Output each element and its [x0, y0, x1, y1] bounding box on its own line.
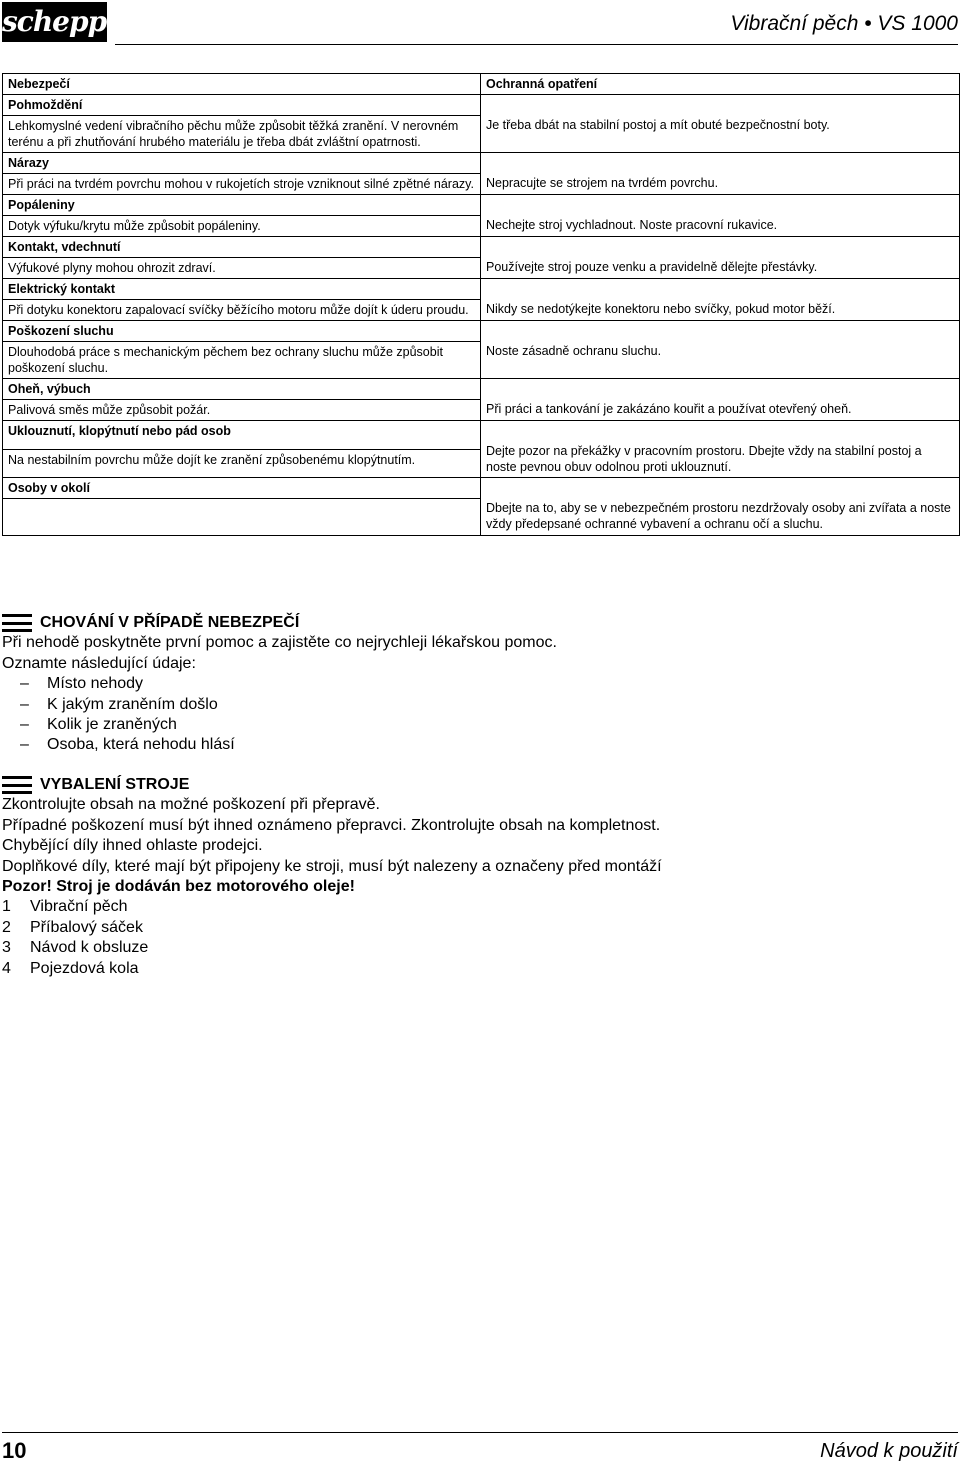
- emergency-heading: [2, 613, 942, 633]
- hazard-title-row: [3, 379, 960, 400]
- hazard-title-row: [3, 195, 960, 216]
- footer-divider: [2, 1432, 958, 1433]
- unpacking-heading: [2, 775, 942, 795]
- hazard-title: Elektrický kontakt: [3, 279, 481, 300]
- hazard-description: Výfukové plyny mohou ohrozit zdraví.: [3, 258, 481, 279]
- list-item: 1 Vibrační pěch: [2, 898, 128, 916]
- hazard-title-row: [3, 95, 960, 116]
- hazard-table: [2, 73, 960, 536]
- hazard-title: Nárazy: [3, 153, 481, 174]
- column-header-measures: Ochranná opatření: [481, 74, 960, 95]
- footer-title: Návod k použití: [820, 1440, 958, 1462]
- hazard-title: Pohmoždění: [3, 95, 481, 116]
- hazard-description: Dotyk výfuku/krytu může způsobit popáleniny.: [3, 216, 481, 237]
- hazard-title-row: [3, 421, 960, 450]
- hazard-title: Osoby v okolí: [3, 478, 481, 499]
- hazard-title: Kontakt, vdechnutí: [3, 237, 481, 258]
- table-header-row: [3, 74, 960, 95]
- page-number: 10: [2, 1438, 27, 1463]
- unpacking-line-1: Zkontrolujte obsah na možné poškození při přepravě.: [2, 796, 380, 814]
- list-item: 2 Příbalový sáček: [2, 918, 143, 936]
- unpacking-line-2: Případné poškození musí být ihned oznámeno přepravci. Zkontrolujte obsah na kompletnost.: [2, 816, 661, 834]
- emergency-list: [2, 674, 942, 756]
- protective-measure: Nikdy se nedotýkejte konektoru nebo svíčky, pokud motor běží.: [481, 279, 960, 321]
- list-item: 4 Pojezdová kola: [2, 959, 139, 977]
- hazard-title-row: [3, 153, 960, 174]
- hazard-title-row: [3, 478, 960, 499]
- unpacking-line-3: Chybějící díly ihned ohlaste prodejci.: [2, 837, 263, 855]
- emergency-line-2: Oznamte následující údaje:: [2, 654, 196, 672]
- emergency-section: [2, 613, 942, 756]
- hazard-description: [3, 499, 481, 536]
- document-title: Vibrační pěch • VS 1000: [730, 12, 958, 35]
- protective-measure: Noste zásadně ochranu sluchu.: [481, 321, 960, 379]
- brand-logo: scheppach: [2, 2, 107, 42]
- oil-warning: Pozor! Stroj je dodáván bez motorového oleje!: [2, 878, 355, 896]
- emergency-line-1: Při nehodě poskytněte první pomoc a zajistěte co nejrychleji lékařskou pomoc.: [2, 634, 557, 652]
- unpacking-heading-text: VYBALENÍ STROJE: [40, 776, 190, 793]
- menu-lines-icon: [2, 614, 32, 632]
- protective-measure: Při práci a tankování je zakázáno kouřit a používat otevřený oheň.: [481, 379, 960, 421]
- list-item: – Osoba, která nehodu hlásí: [20, 736, 235, 754]
- column-header-hazard: Nebezpečí: [3, 74, 481, 95]
- hazard-title: Uklouznutí, klopýtnutí nebo pád osob: [3, 421, 481, 450]
- list-item: – Kolik je zraněných: [20, 716, 177, 734]
- list-item: – Místo nehody: [20, 675, 144, 693]
- protective-measure: Dejte pozor na překážky v pracovním prostoru. Dbejte vždy na stabilní postoj a noste pevnou obuv odolnou proti uklouznutí.: [481, 421, 960, 478]
- unpacking-line-4: Doplňkové díly, které mají být připojeny ke stroji, musí být nalezeny a označeny před montáží: [2, 857, 662, 875]
- protective-measure: Používejte stroj pouze venku a pravidelně dělejte přestávky.: [481, 237, 960, 279]
- hazard-title-row: [3, 279, 960, 300]
- unpacking-section: [2, 775, 942, 979]
- protective-measure: Nepracujte se strojem na tvrdém povrchu.: [481, 153, 960, 195]
- emergency-heading-text: CHOVÁNÍ V PŘÍPADĚ NEBEZPEČÍ: [40, 614, 300, 631]
- hazard-description: Při práci na tvrdém povrchu mohou v rukojetích stroje vzniknout silné zpětné nárazy.: [3, 174, 481, 195]
- hazard-title: Oheň, výbuch: [3, 379, 481, 400]
- header-divider: [115, 44, 958, 45]
- hazard-description: Při dotyku konektoru zapalovací svíčky běžícího motoru může dojít k úderu proudu.: [3, 300, 481, 321]
- hazard-title-row: [3, 321, 960, 342]
- list-item: 3 Návod k obsluze: [2, 939, 149, 957]
- contents-list: [2, 897, 942, 979]
- hazard-title: Popáleniny: [3, 195, 481, 216]
- hazard-description: Lehkomyslné vedení vibračního pěchu může způsobit těžká zranění. V nerovném terénu a při zhutňování hrubého materiálu je třeba dbát zvláštní opatrnosti.: [3, 116, 481, 153]
- hazard-description: Palivová směs může způsobit požár.: [3, 400, 481, 421]
- hazard-description: Na nestabilním povrchu může dojít ke zranění způsobenému klopýtnutím.: [3, 449, 481, 478]
- protective-measure: Dbejte na to, aby se v nebezpečném prostoru nezdržovaly osoby ani zvířata a noste vždy předepsané ochranné vybavení a ochranu očí a sluchu.: [481, 478, 960, 536]
- hazard-title: Poškození sluchu: [3, 321, 481, 342]
- protective-measure: Nechejte stroj vychladnout. Noste pracovní rukavice.: [481, 195, 960, 237]
- hazard-description: Dlouhodobá práce s mechanickým pěchem bez ochrany sluchu může způsobit poškození sluchu.: [3, 342, 481, 379]
- hazard-title-row: [3, 237, 960, 258]
- menu-lines-icon: [2, 776, 32, 794]
- list-item: – K jakým zraněním došlo: [20, 695, 218, 713]
- protective-measure: Je třeba dbát na stabilní postoj a mít obuté bezpečnostní boty.: [481, 95, 960, 153]
